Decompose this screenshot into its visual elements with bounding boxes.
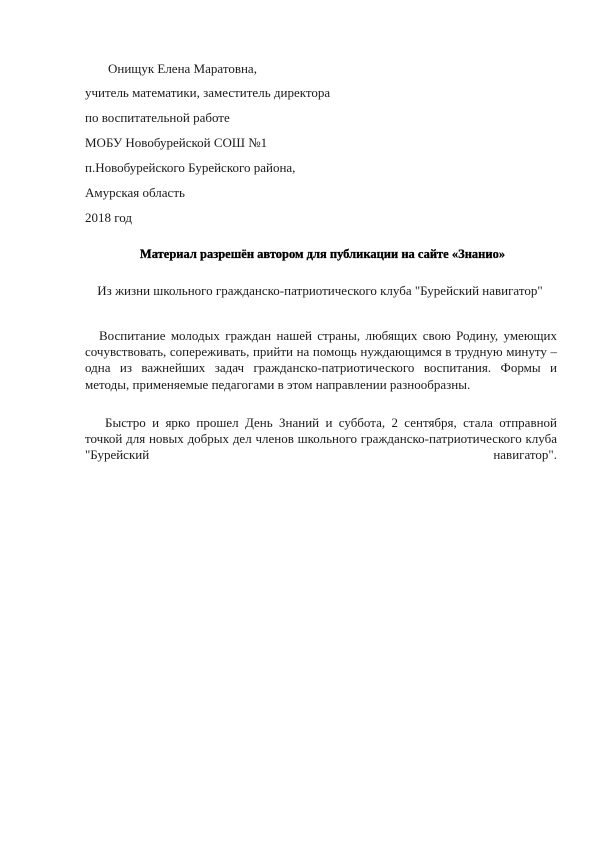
author-school: МОБУ Новобурейской СОШ №1	[85, 135, 268, 150]
article-paragraph-2: Быстро и ярко прошел День Знаний и суббота, 2 сентября, стала отправной точкой для новых добрых дел членов школьного гражданско-патриотического клуба "Бурейский навигатор".	[85, 415, 557, 463]
author-name: Онищук Елена Маратовна,	[108, 61, 257, 76]
author-locality: п.Новобурейского Бурейского района,	[85, 160, 296, 175]
author-region: Амурская область	[85, 185, 185, 200]
article-title: Из жизни школьного гражданско-патриотического клуба "Бурейский навигатор"	[97, 283, 543, 298]
article-paragraph-1: Воспитание молодых граждан нашей страны, любящих свою Родину, умеющих сочувствовать, сопереживать, прийти на помощь нуждающимся в трудную минуту – одна из важнейших задач гражданско-патриотического воспитания. Формы и методы, применяемые педагогами в этом направлении разнообразны.	[85, 328, 557, 392]
publication-notice: Материал разрешён автором для публикации на сайте «Знанио»	[139, 247, 506, 261]
author-position: учитель математики, заместитель директора	[85, 85, 331, 100]
author-year: 2018 год	[85, 210, 132, 225]
author-position-continued: по воспитательной работе	[85, 110, 230, 125]
